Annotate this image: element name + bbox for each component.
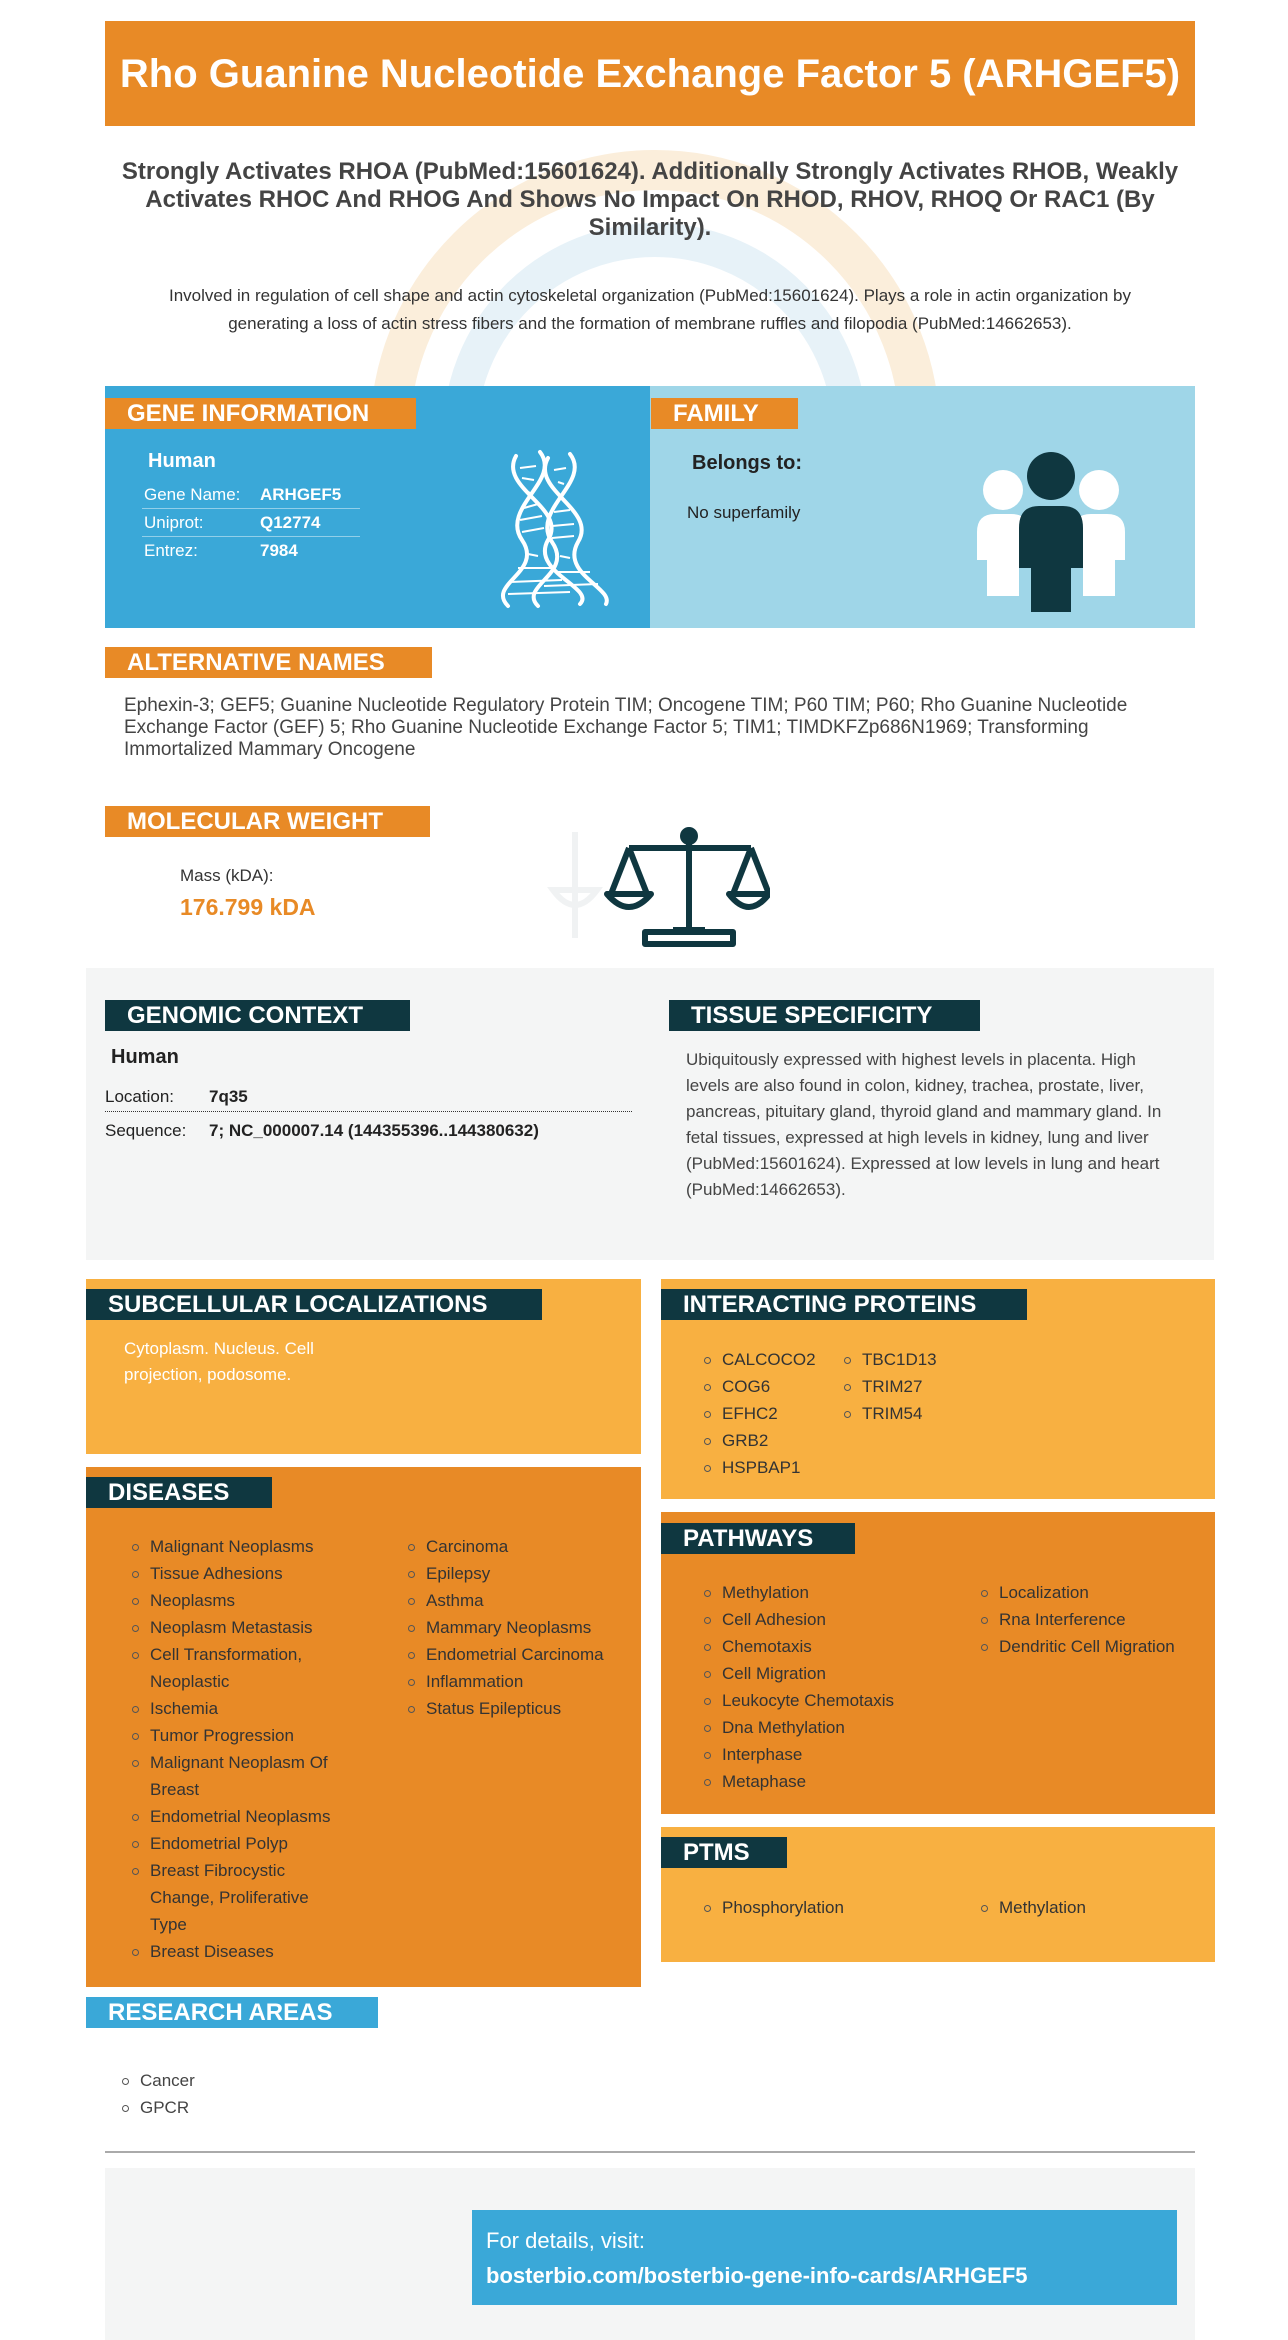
list-item: Carcinoma [406, 1533, 636, 1560]
genomic-species: Human [111, 1046, 179, 1068]
location-value: 7q35 [209, 1087, 248, 1106]
list-item: Interphase [702, 1741, 952, 1768]
list-item: Endometrial Neoplasms [130, 1803, 340, 1830]
list-item: Cell Transformation, Neoplastic [130, 1641, 340, 1695]
list-item: Metaphase [702, 1768, 952, 1795]
list-item: Breast Fibrocystic Change, Proliferative Type [130, 1857, 340, 1938]
family-value: No superfamily [687, 503, 801, 522]
sequence-label: Sequence: [105, 1121, 187, 1140]
list-item: Phosphorylation [702, 1894, 952, 1921]
list-item: Chemotaxis [702, 1633, 952, 1660]
ptms-heading: PTMS [661, 1837, 787, 1868]
list-item: Leukocyte Chemotaxis [702, 1687, 952, 1714]
balance-scale-icon [545, 820, 770, 952]
genomic-context-heading: GENOMIC CONTEXT [105, 1000, 410, 1031]
list-item: TRIM27 [842, 1373, 992, 1400]
entrez-row [142, 537, 360, 565]
summary-text: Strongly Activates RHOA (PubMed:15601624). Additionally Strongly Activates RHOB, Weakly Activates RHOC And RHOG And Shows No Impact On RHOD, RHOV, RHOQ Or RAC1 (By Similarity). [121, 158, 1179, 241]
list-item: TBC1D13 [842, 1346, 992, 1373]
function-text: Involved in regulation of cell shape and actin cytoskeletal organization (PubMed:15601624). Plays a role in actin organization by generating a loss of actin stress fibers and the formation of membrane ruffles and filopodia (PubMed:14662653). [168, 286, 1132, 333]
list-item: Tissue Adhesions [130, 1560, 340, 1587]
list-item: Dna Methylation [702, 1714, 952, 1741]
diseases-heading: DISEASES [86, 1477, 272, 1508]
list-item: Localization [979, 1579, 1209, 1606]
list-item: Cell Migration [702, 1660, 952, 1687]
research-areas-list [120, 2067, 420, 2121]
molecular-weight-heading: MOLECULAR WEIGHT [105, 806, 430, 837]
tissue-specificity-text: Ubiquitously expressed with highest levels in placenta. High levels are also found in colon, kidney, trachea, prostate, liver, pancreas, pituitary gland, thyroid gland and mammary gland. In fetal tissues, expressed at high levels in kidney, lung and liver (PubMed:15601624). Expressed at low levels in lung and heart (PubMed:14662653). [686, 1050, 1162, 1199]
list-item: Rna Interference [979, 1606, 1209, 1633]
interacting-proteins-list-1 [702, 1346, 852, 1481]
list-item: Methylation [702, 1579, 952, 1606]
pathways-list-1 [702, 1579, 952, 1795]
list-item: COG6 [702, 1373, 852, 1400]
subcellular-heading: SUBCELLULAR LOCALIZATIONS [86, 1289, 542, 1320]
gene-information-heading: GENE INFORMATION [105, 398, 416, 429]
list-item: HSPBAP1 [702, 1454, 852, 1481]
interacting-proteins-list-2 [842, 1346, 992, 1427]
list-item: Dendritic Cell Migration [979, 1633, 1209, 1660]
research-areas-heading: RESEARCH AREAS [86, 1997, 378, 2028]
alternative-names-text: Ephexin-3; GEF5; Guanine Nucleotide Regulatory Protein TIM; Oncogene TIM; P60 TIM; P60; Rho Guanine Nucleotide Exchange Factor (GEF) 5; Rho Guanine Nucleotide Exchange Factor 5; TIM1; TIMDKFZp686N1969; Transforming Immortalized Mammary Oncogene [124, 695, 1128, 760]
divider [105, 2151, 1195, 2153]
list-item: EFHC2 [702, 1400, 852, 1427]
list-item: GRB2 [702, 1427, 852, 1454]
dna-helix-icon [478, 448, 618, 610]
alternative-names-heading: ALTERNATIVE NAMES [105, 647, 432, 678]
list-item: TRIM54 [842, 1400, 992, 1427]
list-item: Neoplasm Metastasis [130, 1614, 340, 1641]
pathways-list-2 [979, 1579, 1209, 1660]
location-row [105, 1082, 632, 1112]
subcellular-text: Cytoplasm. Nucleus. Cell projection, podosome. [124, 1339, 314, 1384]
list-item: Methylation [979, 1894, 1179, 1921]
diseases-list-1 [130, 1533, 340, 1965]
diseases-list-2 [406, 1533, 636, 1722]
page-title-text: Rho Guanine Nucleotide Exchange Factor 5 (ARHGEF5) [119, 51, 1181, 96]
uniprot-value: Q12774 [260, 513, 321, 532]
gene-name-label: Gene Name: [144, 485, 241, 504]
ptms-list-1 [702, 1894, 952, 1921]
people-group-icon [975, 448, 1127, 615]
footer-link[interactable]: bosterbio.com/bosterbio-gene-info-cards/ARHGEF5 [486, 2263, 1028, 2288]
tissue-specificity-heading: TISSUE SPECIFICITY [669, 1000, 980, 1031]
list-item: Cell Adhesion [702, 1606, 952, 1633]
list-item: Status Epilepticus [406, 1695, 636, 1722]
page-title [105, 21, 1195, 126]
ptms-list-2 [979, 1894, 1179, 1921]
list-item: Breast Diseases [130, 1938, 340, 1965]
sequence-value: 7; NC_000007.14 (144355396..144380632) [209, 1121, 539, 1140]
gene-species: Human [148, 450, 216, 472]
sequence-row [105, 1116, 632, 1146]
list-item: Neoplasms [130, 1587, 340, 1614]
uniprot-row [142, 509, 360, 537]
list-item: Malignant Neoplasms [130, 1533, 340, 1560]
list-item: Endometrial Polyp [130, 1830, 340, 1857]
mass-value: 176.799 kDA [180, 894, 316, 920]
uniprot-label: Uniprot: [144, 513, 204, 532]
list-item: Mammary Neoplasms [406, 1614, 636, 1641]
list-item: Endometrial Carcinoma [406, 1641, 636, 1668]
list-item: Cancer [120, 2067, 420, 2094]
list-item: Tumor Progression [130, 1722, 340, 1749]
gene-name-value: ARHGEF5 [260, 485, 342, 504]
pathways-heading: PATHWAYS [661, 1523, 855, 1554]
list-item: Inflammation [406, 1668, 636, 1695]
entrez-value: 7984 [260, 541, 298, 560]
list-item: CALCOCO2 [702, 1346, 852, 1373]
gene-name-row [142, 481, 360, 509]
footer-link-box[interactable] [472, 2210, 1177, 2305]
footer-visit-label: For details, visit: [486, 2228, 645, 2253]
list-item: Ischemia [130, 1695, 340, 1722]
list-item: Asthma [406, 1587, 636, 1614]
location-label: Location: [105, 1087, 174, 1106]
list-item: Epilepsy [406, 1560, 636, 1587]
list-item: Malignant Neoplasm Of Breast [130, 1749, 340, 1803]
list-item: GPCR [120, 2094, 420, 2121]
interacting-proteins-heading: INTERACTING PROTEINS [661, 1289, 1027, 1320]
mass-label: Mass (kDA): [180, 866, 274, 885]
family-heading: FAMILY [651, 398, 798, 429]
family-belongs-label: Belongs to: [692, 452, 802, 474]
entrez-label: Entrez: [144, 541, 198, 560]
